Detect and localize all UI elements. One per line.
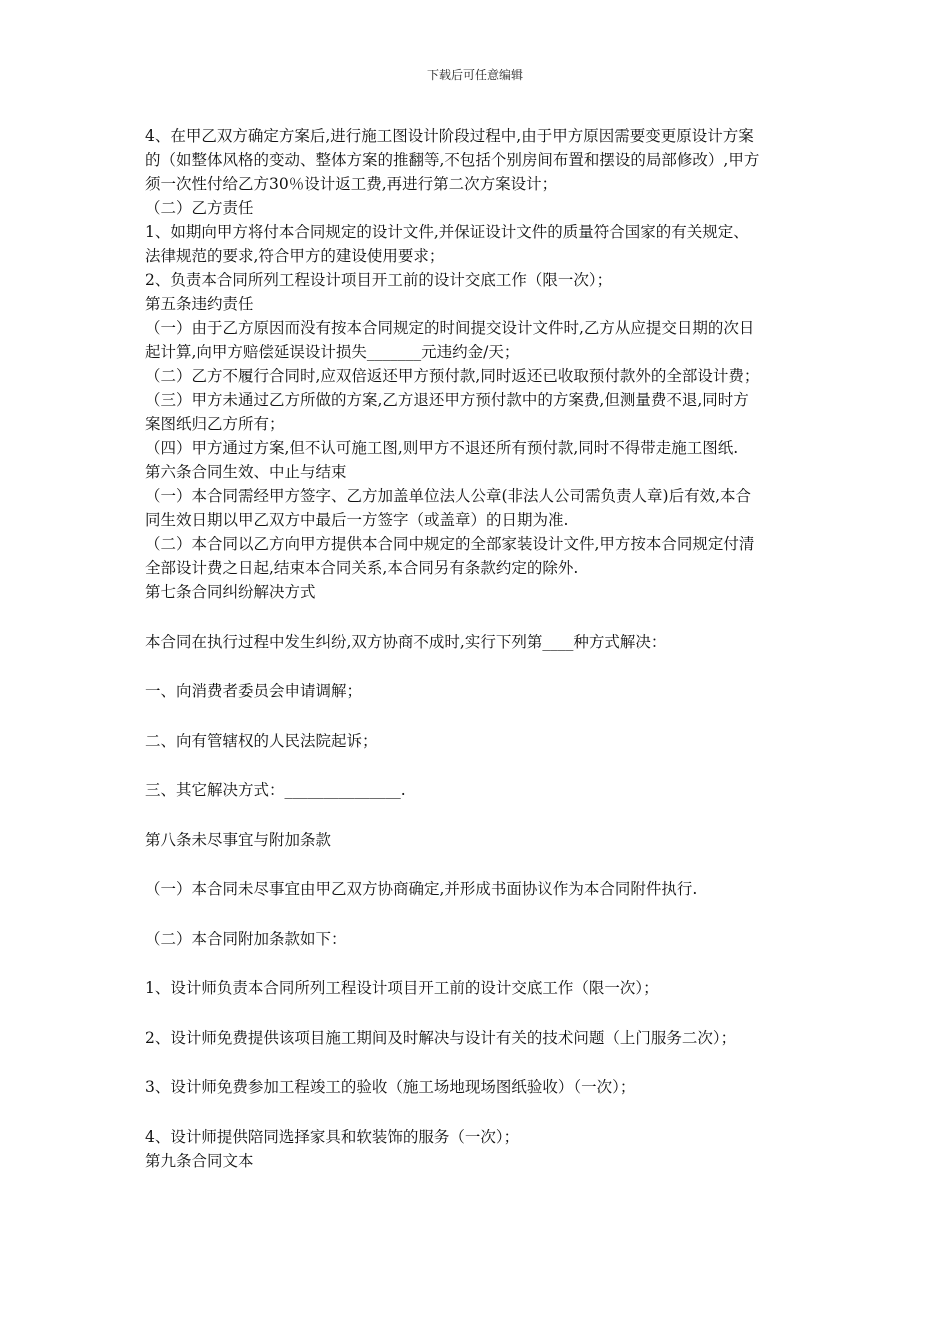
paragraph-line: 全部设计费之日起,结束本合同关系,本合同另有条款约定的除外. bbox=[145, 559, 579, 577]
article-heading: 第六条合同生效、中止与结束 bbox=[145, 463, 347, 481]
paragraph-line: （四）甲方通过方案,但不认可施工图,则甲方不退还所有预付款,同时不得带走施工图纸. bbox=[145, 439, 739, 457]
article-heading: 第八条未尽事宜与附加条款 bbox=[145, 830, 332, 849]
page-header: 下载后可任意编辑 bbox=[426, 68, 523, 82]
paragraph-line: （一）由于乙方原因而没有按本合同规定的时间提交设计文件时,乙方从应提交日期的次日 bbox=[145, 319, 755, 337]
paragraph-line: 4、在甲乙双方确定方案后,进行施工图设计阶段过程中,由于甲方原因需要变更原设计方案 bbox=[145, 127, 754, 145]
list-item: 三、其它解决方式：_______________. bbox=[145, 781, 406, 799]
list-item: 2、设计师免费提供该项目施工期间及时解决与设计有关的技术问题（上门服务二次）； bbox=[145, 1028, 737, 1047]
list-item: 3、设计师免费参加工程竣工的验收（施工场地现场图纸验收）（一次）； bbox=[145, 1078, 636, 1096]
paragraph-line: 案图纸归乙方所有； bbox=[145, 415, 285, 433]
paragraph-line: 同生效日期以甲乙双方中最后一方签字（或盖章）的日期为准. bbox=[145, 511, 569, 529]
paragraph-line: 2、负责本合同所列工程设计项目开工前的设计交底工作（限一次）； bbox=[145, 271, 613, 289]
article-heading: 第九条合同文本 bbox=[145, 1151, 254, 1170]
list-item: 二、向有管辖权的人民法院起诉； bbox=[145, 731, 378, 750]
paragraph-line: （二）本合同以乙方向甲方提供本合同中规定的全部家装设计文件,甲方按本合同规定付清 bbox=[145, 535, 755, 553]
paragraph-line: 须一次性付给乙方30％设计返工费,再进行第二次方案设计； bbox=[145, 175, 558, 193]
paragraph-line: 的（如整体风格的变动、整体方案的推翻等,不包括个别房间布置和摆设的局部修改）,甲方 bbox=[145, 151, 760, 169]
paragraph-line: （二）乙方不履行合同时,应双倍返还甲方预付款,同时返还已收取预付款外的全部设计费； bbox=[145, 367, 760, 385]
list-item: 一、向消费者委员会申请调解； bbox=[145, 682, 363, 700]
section-subheading: （二）乙方责任 bbox=[145, 199, 254, 217]
paragraph-line: 法律规范的要求,符合甲方的建设使用要求； bbox=[145, 247, 445, 265]
document-body bbox=[145, 124, 825, 1173]
paragraph-line: （一）本合同未尽事宜由甲乙双方协商确定,并形成书面协议作为本合同附件执行. bbox=[145, 880, 698, 898]
paragraph-line: （二）本合同附加条款如下： bbox=[145, 929, 347, 948]
paragraph-line: （三）甲方未通过乙方所做的方案,乙方退还甲方预付款中的方案费,但测量费不退,同时方 bbox=[145, 391, 749, 409]
paragraph-line: 起计算,向甲方赔偿延误设计损失_______元违约金/天； bbox=[145, 343, 520, 361]
paragraph-line: （一）本合同需经甲方签字、乙方加盖单位法人公章(非法人公司需负责人章)后有效,本合 bbox=[145, 487, 752, 505]
list-item: 4、设计师提供陪同选择家具和软装饰的服务（一次）； bbox=[145, 1127, 520, 1146]
article-heading: 第五条违约责任 bbox=[145, 295, 254, 313]
article-heading: 第七条合同纠纷解决方式 bbox=[145, 583, 316, 601]
paragraph-line: 本合同在执行过程中发生纠纷,双方协商不成时,实行下列第____种方式解决： bbox=[145, 632, 667, 651]
paragraph-line: 1、如期向甲方将付本合同规定的设计文件,并保证设计文件的质量符合国家的有关规定、 bbox=[145, 223, 749, 241]
list-item: 1、设计师负责本合同所列工程设计项目开工前的设计交底工作（限一次）； bbox=[145, 979, 659, 997]
